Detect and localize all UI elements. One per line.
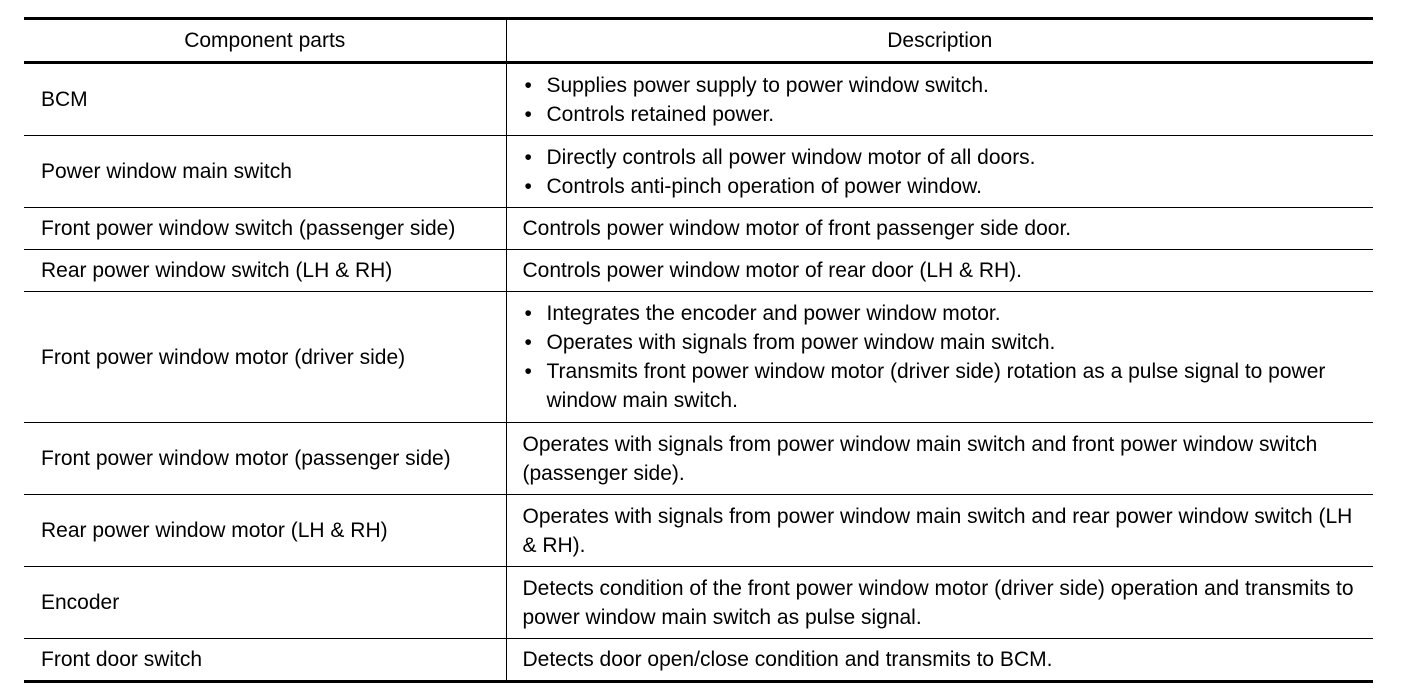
bullet-glyph: •	[524, 73, 532, 97]
header-row	[24, 19, 1373, 63]
table-body	[24, 63, 1373, 682]
description-bullet-item	[523, 328, 1364, 357]
bullet-text: Operates with signals from power window main switch.	[546, 331, 1056, 354]
table-row	[24, 423, 1373, 495]
description-cell	[506, 63, 1373, 136]
bullet-text: Directly controls all power window motor of all doors.	[546, 145, 1036, 169]
table-row	[24, 292, 1373, 423]
component-cell: Power window main switch	[24, 136, 506, 208]
bullet-glyph: •	[524, 145, 532, 169]
description-bullet-item	[523, 71, 1364, 100]
description-bullet-list	[523, 143, 1364, 201]
table-row	[24, 136, 1373, 208]
component-cell: Front power window motor (driver side)	[24, 292, 506, 423]
component-cell: BCM	[24, 63, 506, 136]
bullet-glyph: •	[524, 360, 532, 383]
component-description-table-wrapper	[24, 17, 1373, 683]
description-cell: Controls power window motor of front passenger side door.	[522, 217, 1072, 240]
table-row	[24, 63, 1373, 136]
bullet-text: Supplies power supply to power window switch.	[546, 73, 989, 97]
bullet-text: Transmits front power window motor (driver side) rotation as a pulse signal to power window main switch.	[546, 360, 1326, 412]
component-cell: Rear power window motor (LH & RH)	[24, 495, 506, 567]
description-cell	[506, 292, 1373, 423]
description-bullet-list	[523, 299, 1364, 415]
component-cell: Front power window switch (passenger side)	[24, 208, 506, 250]
component-cell: Rear power window switch (LH & RH)	[24, 250, 506, 292]
description-bullet-list	[523, 71, 1364, 129]
component-cell: Encoder	[24, 567, 506, 639]
table-row	[24, 250, 1373, 292]
bullet-text: Controls retained power.	[546, 102, 775, 126]
description-cell: Operates with signals from power window main switch and front power window switch (passenger side).	[522, 432, 1318, 485]
bullet-glyph: •	[524, 302, 532, 325]
component-cell: Front power window motor (passenger side)	[24, 423, 506, 495]
description-cell: Operates with signals from power window main switch and rear power window switch (LH & RH).	[522, 504, 1353, 557]
description-cell	[506, 136, 1373, 208]
bullet-text: Integrates the encoder and power window motor.	[546, 302, 1001, 325]
bullet-text: Controls anti-pinch operation of power window.	[546, 174, 982, 198]
bullet-glyph: •	[524, 331, 532, 354]
bullet-glyph: •	[524, 102, 532, 126]
description-bullet-item	[523, 143, 1364, 172]
table-row	[24, 495, 1373, 567]
description-bullet-item	[523, 100, 1364, 129]
description-cell: Controls power window motor of rear door (LH & RH).	[522, 259, 1023, 282]
description-bullet-item	[523, 299, 1364, 328]
header-component-parts: Component parts	[24, 19, 506, 63]
table-row	[24, 208, 1373, 250]
table-header	[24, 19, 1373, 63]
table-row	[24, 639, 1373, 682]
table-row	[24, 567, 1373, 639]
description-bullet-item	[523, 172, 1364, 201]
bullet-glyph: •	[524, 174, 532, 198]
description-bullet-item	[523, 357, 1364, 415]
description-cell: Detects door open/close condition and transmits to BCM.	[522, 648, 1053, 671]
header-description: Description	[887, 29, 993, 52]
component-cell: Front door switch	[24, 639, 506, 682]
component-description-table	[24, 17, 1373, 683]
description-cell: Detects condition of the front power window motor (driver side) operation and transmits to power window main switch as pulse signal.	[522, 576, 1354, 629]
